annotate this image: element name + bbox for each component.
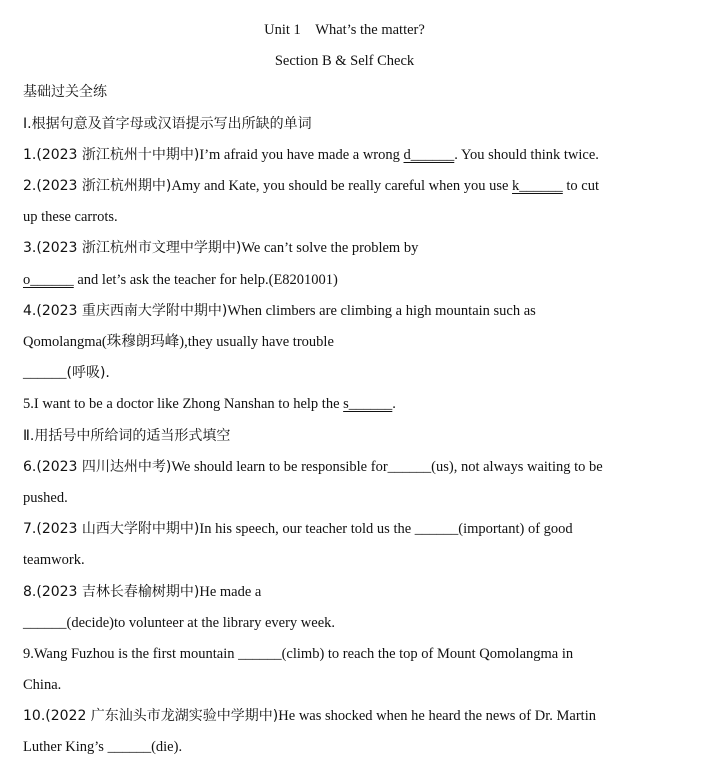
answer-blank[interactable]: o______ (23, 272, 74, 288)
question-9-continued: China. (23, 677, 62, 693)
question-8-continued: ______(decide)to volunteer at the library every week. (23, 615, 336, 631)
question-source: 1.(2023 浙江杭州十中期中) (23, 147, 200, 163)
question-text: He was shocked when he heard the news of Dr. Martin (278, 708, 596, 724)
question-text: to cut (562, 178, 600, 194)
question-source: 10.(2022 广东汕头市龙湖实验中学期中) (23, 708, 279, 724)
question-8 (23, 582, 261, 602)
question-3-continued (23, 270, 338, 290)
question-text: We should learn to be responsible for______(us), not always waiting to be (171, 459, 603, 475)
part1-heading: Ⅰ.根据句意及首字母或汉语提示写出所缺的单词 (23, 116, 312, 132)
question-source: 4.(2023 重庆西南大学附中期中) (23, 303, 228, 319)
question-text: . You should think twice. (454, 147, 599, 163)
question-text: He made a (199, 584, 262, 600)
question-4-continued: Qomolangma(珠穆朗玛峰),they usually have trouble (23, 334, 334, 350)
question-text: When climbers are climbing a high mountain such as (227, 303, 536, 319)
answer-blank[interactable]: k______ (512, 178, 563, 194)
question-text: Amy and Kate, you should be really careful when you use (171, 178, 513, 194)
question-text: I’m afraid you have made a wrong (199, 147, 404, 163)
section-heading: 基础过关全练 (23, 84, 107, 100)
question-6-continued: pushed. (23, 490, 68, 506)
question-9: 9.Wang Fuzhou is the first mountain ______(climb) to reach the top of Mount Qomolangma in (23, 646, 574, 662)
question-2-continued: up these carrots. (23, 209, 118, 225)
question-7-continued: teamwork. (23, 552, 85, 568)
question-text: In his speech, our teacher told us the ______(important) of good (199, 521, 573, 537)
question-6 (23, 457, 603, 477)
question-10 (23, 706, 596, 726)
unit-title: Unit 1 What’s the matter? (264, 22, 425, 38)
question-source: 2.(2023 浙江杭州期中) (23, 178, 172, 194)
question-source: 8.(2023 吉林长春榆树期中) (23, 584, 200, 600)
question-4-answer-line (23, 363, 110, 383)
question-source: 6.(2023 四川达州中考) (23, 459, 172, 475)
question-4 (23, 301, 536, 321)
question-text: and let’s ask the teacher for help.(E8201001) (73, 272, 338, 288)
question-text: We can’t solve the problem by (241, 240, 419, 256)
question-5 (23, 394, 396, 414)
question-2 (23, 176, 599, 196)
question-3 (23, 238, 418, 258)
question-1 (23, 145, 599, 165)
question-source: 7.(2023 山西大学附中期中) (23, 521, 200, 537)
question-10-continued: Luther King’s ______(die). (23, 739, 183, 755)
question-text: 5.I want to be a doctor like Zhong Nanshan to help the (23, 396, 344, 412)
answer-blank[interactable]: d______ (403, 147, 455, 163)
answer-blank[interactable]: s______ (343, 396, 393, 412)
part2-heading: Ⅱ.用括号中所给词的适当形式填空 (23, 428, 231, 444)
section-subtitle: Section B & Self Check (274, 53, 415, 69)
hint: (呼吸). (66, 365, 110, 381)
question-7 (23, 519, 573, 539)
answer-blank[interactable]: ______ (23, 365, 67, 381)
question-source: 3.(2023 浙江杭州市文理中学期中) (23, 240, 242, 256)
question-text: . (392, 396, 396, 412)
